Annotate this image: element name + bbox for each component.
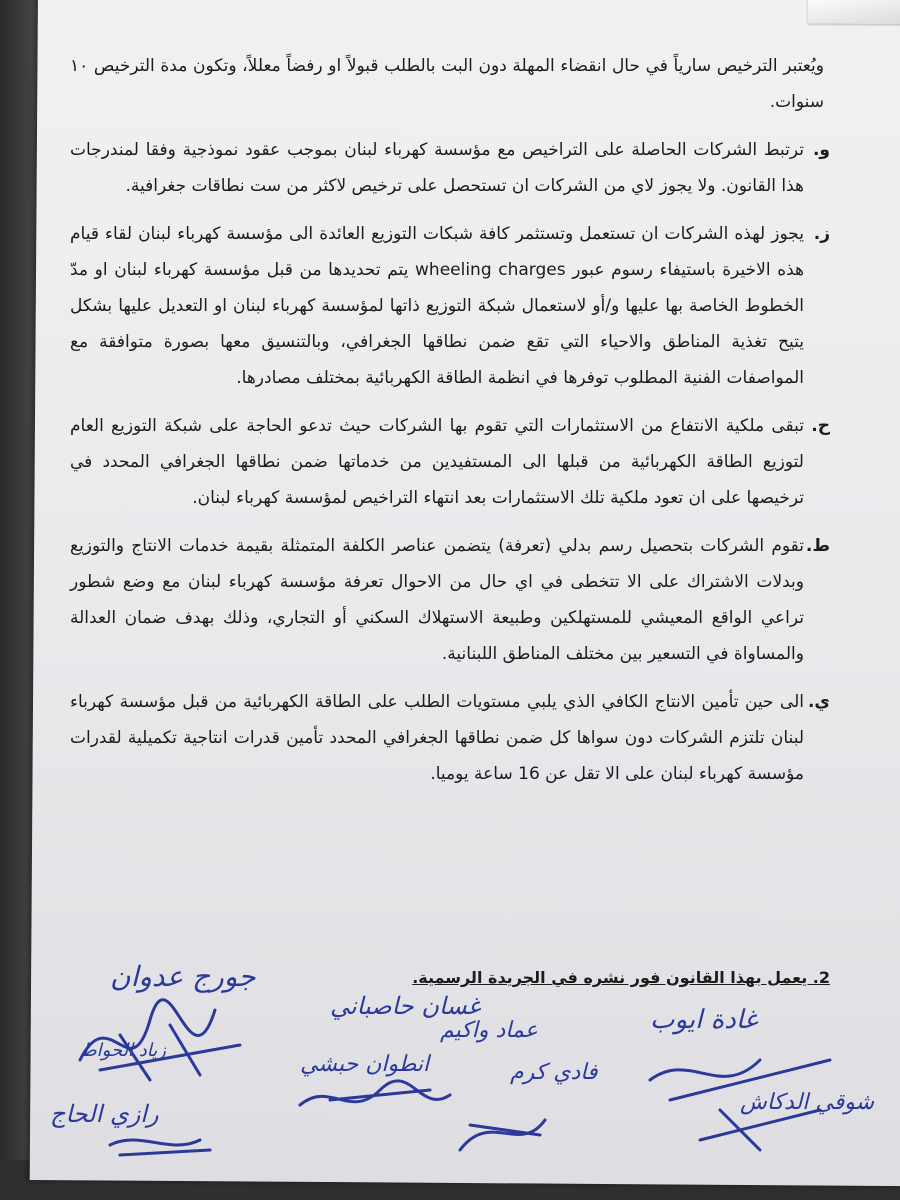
paragraph-waw — [70, 132, 830, 204]
document-body — [70, 48, 830, 804]
signature-name: رازي الحاج — [50, 1100, 159, 1128]
final-article: 2. يعمل بهذا القانون فور نشره في الجريدة الرسمية. — [412, 968, 830, 987]
signature-name: شوقي الدكاش — [740, 1090, 875, 1115]
signature-name: انطوان حبشي — [300, 1052, 430, 1077]
signature-stroke — [300, 1081, 450, 1105]
signature-name: غادة ايوب — [650, 1005, 758, 1035]
paragraph-text: تقوم الشركات بتحصيل رسم بدلي (تعرفة) يتضمن عناصر الكلفة المتمثلة بقيمة خدمات الانتاج والتوزيع وبدلات الاشتراك على الا تتخطى في اي حال من الاحوال تعرفة مؤسسة كهرباء لبنان مع وضع شطور تراعي الواقع المعيشي للمستهلكين وطبيعة الاستهلاك السكني أو التجاري، وذلك بهدف ضمان العدالة والمساواة في التسعير بين مختلف المناطق اللبنانية. — [70, 536, 804, 664]
paragraph-text: ويُعتبر الترخيص سارياً في حال انقضاء المهلة دون البت بالطلب قبولاً او رفضاً معللاً، وتكون مدة الترخيص ١٠ سنوات. — [70, 56, 824, 112]
signatures-area — [0, 940, 900, 1200]
item-letter: ي. — [807, 692, 830, 712]
paragraph-text: ترتبط الشركات الحاصلة على التراخيص مع مؤسسة كهرباء لبنان بموجب عقود نموذجية وفقا لمندرجات هذا القانون. ولا يجوز لاي من الشركات ان تستحصل على ترخيص لاكثر من ست نطاقات جغرافية. — [70, 140, 804, 196]
signature-stroke — [460, 1120, 545, 1150]
paragraph-text: تبقى ملكية الانتفاع من الاستثمارات التي تقوم بها الشركات حيث تدعو الحاجة على شبكة التوزيع العام لتوزيع الطاقة الكهربائية من قبلها الى المستفيدين من خدماتها ضمن نطاقها الجغرافي المحدد في ترخيصها على ان تعود ملكية تلك الاستثمارات بعد انتهاء التراخيص لمؤسسة كهرباء لبنان. — [70, 416, 804, 508]
signature-name: عماد واكيم — [440, 1018, 538, 1043]
item-letter: و. — [812, 140, 830, 160]
signature-name: زياد الحواط — [80, 1040, 166, 1061]
paragraph-text: الى حين تأمين الانتاج الكافي الذي يلبي مستويات الطلب على الطاقة الكهربائية من قبل مؤسسة كهرباء لبنان تلتزم الشركات دون سواها كل ضمن نطاقها الجغرافي المحدد تأمين قدرات انتاجية تكميلية لقدرات مؤسسة كهرباء لبنان على الا تقل عن 16 ساعة يوميا. — [70, 692, 804, 784]
paper-corner — [808, 0, 900, 24]
item-letter: ز. — [813, 224, 830, 244]
signature-name: جورج عدوان — [110, 960, 256, 993]
paragraph-ya — [70, 684, 830, 792]
item-letter: ح. — [811, 416, 830, 436]
paragraph-zay — [70, 216, 830, 396]
item-letter: ط. — [805, 536, 830, 556]
paragraph-text: يجوز لهذه الشركات ان تستعمل وتستثمر كافة شبكات التوزيع العائدة الى مؤسسة كهرباء لبنان لقاء قيام هذه الاخيرة باستيفاء رسوم عبور wheeling charges يتم تحديدها من قبل مؤسسة كهرباء لبنان او مدّ الخطوط الخاصة بها عليها و/أو لاستعمال شبكة التوزيع ذاتها لمؤسسة كهرباء لبنان او التعديل عليها بشكل يتيح تغذية المناطق والاحياء التي تقع ضمن نطاقها الجغرافي، وبالتنسيق معها بصورة متوافقة مع المواصفات الفنية المطلوب توفرها في انظمة الطاقة الكهربائية بمختلف مصادرها. — [70, 224, 805, 388]
signature-name: غسان حاصباني — [330, 992, 481, 1020]
signature-name: فادي كرم — [510, 1060, 598, 1085]
paragraph-ta — [70, 528, 830, 672]
paragraph-continuation — [70, 48, 830, 120]
paragraph-ha — [70, 408, 830, 516]
signature-stroke — [110, 1140, 210, 1155]
